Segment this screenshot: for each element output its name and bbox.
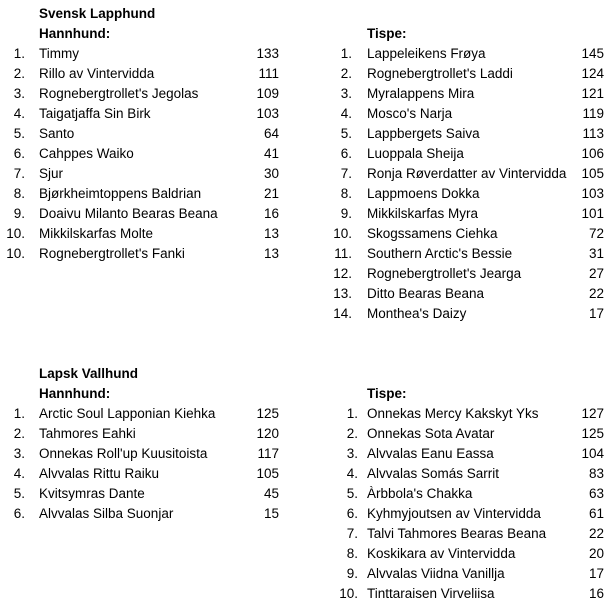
rank-number: 10. xyxy=(6,226,25,241)
dog-name: Arctic Soul Lapponian Kiehka xyxy=(39,406,216,421)
dog-name: Luoppala Sheija xyxy=(367,146,464,161)
dog-name: Ditto Bearas Beana xyxy=(367,286,485,301)
score-value: 103 xyxy=(581,186,604,201)
list-item xyxy=(0,584,615,604)
rank-number: 1. xyxy=(13,46,25,61)
score-value: 83 xyxy=(588,466,604,481)
score-value: 16 xyxy=(588,586,604,601)
score-value: 27 xyxy=(588,266,604,281)
dog-name: Doaivu Milanto Bearas Beana xyxy=(39,206,218,221)
dog-name: Timmy xyxy=(39,46,79,61)
list-item xyxy=(0,404,615,424)
rank-number: 5. xyxy=(340,126,352,141)
list-item xyxy=(0,124,615,144)
rank-number: 9. xyxy=(340,206,352,221)
dog-name: Alvvalas Silba Suonjar xyxy=(39,506,174,521)
rank-number: 10. xyxy=(333,226,352,241)
rank-number: 4. xyxy=(346,466,358,481)
score-value: 20 xyxy=(588,546,604,561)
rank-number: 6. xyxy=(13,506,25,521)
dog-name: Mikkilskarfas Myra xyxy=(367,206,479,221)
score-value: 13 xyxy=(263,226,279,241)
rank-number: 11. xyxy=(334,246,352,261)
rank-number: 4. xyxy=(13,466,25,481)
score-value: 63 xyxy=(588,486,604,501)
rank-number: 4. xyxy=(340,106,352,121)
score-value: 127 xyxy=(581,406,604,421)
list-item xyxy=(0,544,615,564)
rank-number: 2. xyxy=(13,66,25,81)
score-value: 31 xyxy=(588,246,604,261)
score-value: 109 xyxy=(256,86,279,101)
rank-number: 5. xyxy=(13,486,25,501)
dog-name: Monthea's Daizy xyxy=(367,306,467,321)
dog-name: Santo xyxy=(39,126,75,141)
dog-name: Taigatjaffa Sin Birk xyxy=(39,106,151,121)
dog-name: Alvvalas Somás Sarrit xyxy=(367,466,500,481)
males-heading: Hannhund: xyxy=(39,386,111,401)
dog-name: Onnekas Mercy Kakskyt Yks xyxy=(367,406,539,421)
dog-name: Tahmores Eahki xyxy=(39,426,136,441)
score-value: 103 xyxy=(256,106,279,121)
score-value: 17 xyxy=(588,306,604,321)
dog-name: Lappeleikens Frøya xyxy=(367,46,486,61)
score-value: 15 xyxy=(263,506,279,521)
dog-name: Ronja Røverdatter av Vintervidda xyxy=(367,166,567,181)
list-item xyxy=(0,564,615,584)
rank-number: 7. xyxy=(13,166,25,181)
rank-number: 7. xyxy=(346,526,358,541)
breed-title: Lapsk Vallhund xyxy=(39,366,139,381)
rank-number: 3. xyxy=(13,446,25,461)
list-item xyxy=(0,164,615,184)
score-value: 104 xyxy=(581,446,604,461)
score-value: 133 xyxy=(256,46,279,61)
list-item xyxy=(0,284,615,304)
score-value: 125 xyxy=(256,406,279,421)
score-value: 125 xyxy=(581,426,604,441)
score-value: 101 xyxy=(581,206,604,221)
list-item xyxy=(0,224,615,244)
dog-name: Onnekas Sota Avatar xyxy=(367,426,495,441)
dog-name: Kyhmyjoutsen av Vintervidda xyxy=(367,506,541,521)
rank-number: 1. xyxy=(340,46,352,61)
rank-number: 6. xyxy=(13,146,25,161)
rank-number: 8. xyxy=(340,186,352,201)
score-value: 119 xyxy=(582,106,604,121)
score-value: 64 xyxy=(263,126,279,141)
rank-number: 8. xyxy=(13,186,25,201)
dog-name: Alvvalas Rittu Raiku xyxy=(39,466,160,481)
list-item xyxy=(0,304,615,324)
list-item xyxy=(0,444,615,464)
score-value: 105 xyxy=(581,166,604,181)
score-value: 121 xyxy=(581,86,604,101)
dog-name: Tinttaraisen Virveliisa xyxy=(367,586,495,601)
dog-name: Lappmoens Dokka xyxy=(367,186,480,201)
dog-name: Rognebergtrollet's Laddi xyxy=(367,66,513,81)
score-value: 113 xyxy=(582,126,604,141)
list-item xyxy=(0,244,615,264)
list-item xyxy=(0,424,615,444)
dog-name: Skogssamens Ciehka xyxy=(367,226,498,241)
rank-number: 5. xyxy=(13,126,25,141)
males-heading: Hannhund: xyxy=(39,26,111,41)
rank-number: 7. xyxy=(340,166,352,181)
dog-name: Àrbbola's Chakka xyxy=(367,486,473,501)
list-item xyxy=(0,44,615,64)
dog-name: Mosco's Narja xyxy=(367,106,453,121)
list-item xyxy=(0,144,615,164)
dog-name: Lappbergets Saiva xyxy=(367,126,480,141)
rank-number: 3. xyxy=(340,86,352,101)
score-value: 117 xyxy=(257,446,279,461)
dog-name: Rognebergtrollet's Jegolas xyxy=(39,86,199,101)
breed-title: Svensk Lapphund xyxy=(39,6,156,21)
rank-number: 6. xyxy=(340,146,352,161)
rank-number: 5. xyxy=(346,486,358,501)
dog-name: Koskikara av Vintervidda xyxy=(367,546,516,561)
rank-number: 9. xyxy=(13,206,25,221)
list-item xyxy=(0,184,615,204)
rank-number: 2. xyxy=(346,426,358,441)
dog-name: Rognebergtrollet's Jearga xyxy=(367,266,522,281)
score-value: 72 xyxy=(588,226,604,241)
score-value: 124 xyxy=(581,66,604,81)
rank-number: 10. xyxy=(6,246,25,261)
list-item xyxy=(0,104,615,124)
score-value: 145 xyxy=(581,46,604,61)
rank-number: 3. xyxy=(13,86,25,101)
rank-number: 10. xyxy=(339,586,358,601)
rank-number: 13. xyxy=(333,286,352,301)
list-item xyxy=(0,464,615,484)
score-value: 105 xyxy=(256,466,279,481)
list-item xyxy=(0,504,615,524)
dog-name: Alvvalas Eanu Eassa xyxy=(367,446,494,461)
score-value: 120 xyxy=(256,426,279,441)
females-heading: Tispe: xyxy=(367,26,407,41)
dog-name: Bjørkheimtoppens Baldrian xyxy=(39,186,202,201)
score-value: 61 xyxy=(588,506,604,521)
list-item xyxy=(0,64,615,84)
dog-name: Mikkilskarfas Molte xyxy=(39,226,154,241)
score-value: 22 xyxy=(588,526,604,541)
score-value: 21 xyxy=(263,186,279,201)
dog-name: Onnekas Roll'up Kuusitoista xyxy=(39,446,208,461)
list-item xyxy=(0,84,615,104)
rank-number: 2. xyxy=(340,66,352,81)
dog-name: Alvvalas Viidna Vanillja xyxy=(367,566,505,581)
list-item xyxy=(0,264,615,284)
score-value: 30 xyxy=(263,166,279,181)
dog-name: Sjur xyxy=(39,166,64,181)
list-item xyxy=(0,484,615,504)
rank-number: 8. xyxy=(346,546,358,561)
rank-number: 2. xyxy=(13,426,25,441)
score-value: 16 xyxy=(263,206,279,221)
dog-name: Cahppes Waiko xyxy=(39,146,134,161)
dog-name: Rognebergtrollet's Fanki xyxy=(39,246,185,261)
rank-number: 9. xyxy=(346,566,358,581)
score-value: 111 xyxy=(258,66,279,81)
list-item xyxy=(0,204,615,224)
score-value: 22 xyxy=(588,286,604,301)
score-value: 41 xyxy=(263,146,279,161)
score-value: 13 xyxy=(263,246,279,261)
dog-name: Southern Arctic's Bessie xyxy=(367,246,513,261)
score-value: 45 xyxy=(263,486,279,501)
dog-name: Rillo av Vintervidda xyxy=(39,66,155,81)
dog-name: Myralappens Mira xyxy=(367,86,475,101)
rank-number: 4. xyxy=(13,106,25,121)
dog-name: Kvitsymras Dante xyxy=(39,486,145,501)
dog-name: Talvi Tahmores Bearas Beana xyxy=(367,526,547,541)
rank-number: 1. xyxy=(346,406,358,421)
rank-number: 3. xyxy=(346,446,358,461)
list-item xyxy=(0,524,615,544)
rank-number: 14. xyxy=(333,306,352,321)
score-value: 17 xyxy=(588,566,604,581)
rank-number: 12. xyxy=(333,266,352,281)
score-value: 106 xyxy=(581,146,604,161)
rank-number: 6. xyxy=(346,506,358,521)
females-heading: Tispe: xyxy=(367,386,407,401)
rank-number: 1. xyxy=(13,406,25,421)
